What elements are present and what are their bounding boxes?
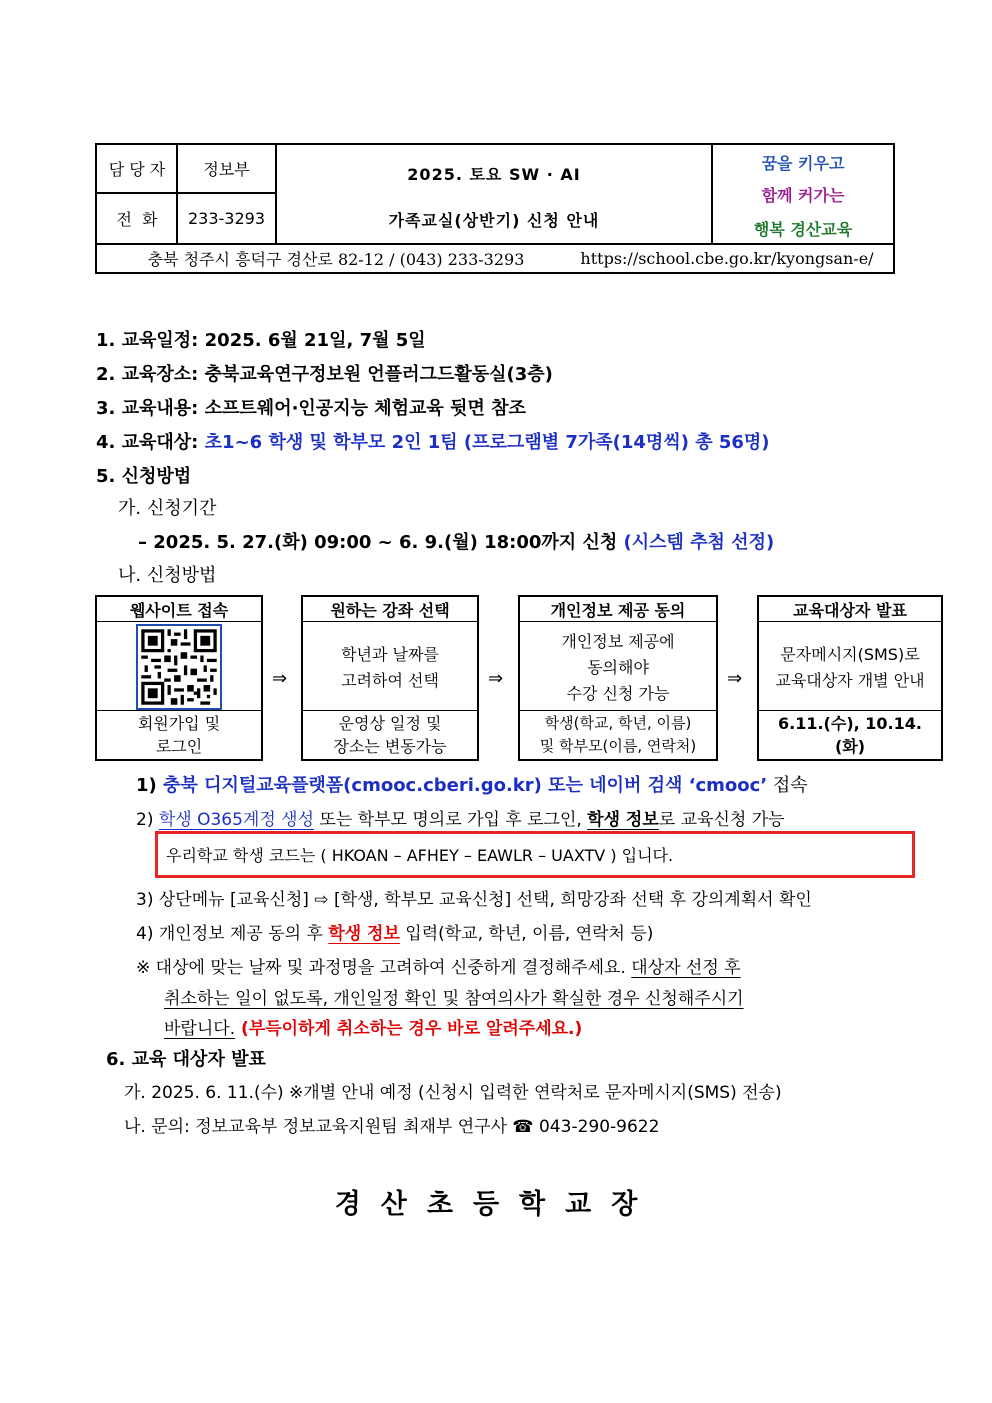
slogan-line3: 행복 경산교육 [753, 219, 853, 239]
phone-value: 233-3293 [187, 208, 266, 228]
note-text-d: 바랍니다. [164, 1019, 236, 1039]
slogan-line1: 꿈을 키우고 [761, 153, 845, 173]
note-line-2 [164, 984, 744, 1009]
contact-inquiry: 나. 문의: 정보교육부 정보교육지원팀 최재부 연구사 ☎ 043-290-9622 [124, 1117, 660, 1137]
phone-label: 전 화 [116, 209, 158, 229]
flow-step-footer: 6.11.(수), 10.14. (화) [759, 710, 941, 759]
contact-value: 정보부 [203, 160, 250, 179]
flow-step-footer: 학생(학교, 학년, 이름) 및 학부모(이름, 연락처) [520, 710, 716, 759]
step-2-account: 학생 O365계정 생성 [158, 810, 315, 830]
student-code-notice [155, 831, 915, 878]
header-table [95, 143, 895, 274]
note-text-e: (부득이하게 취소하는 경우 바로 알려주세요.) [235, 1019, 583, 1039]
step-1-num: 1) [136, 775, 164, 796]
announce-date: 가. 2025. 6. 11.(수) ※개별 안내 예정 (신청시 입력한 연락처로 문자메시지(SMS) 전송) [124, 1083, 782, 1103]
note-text-b: 대상자 선정 후 [631, 958, 741, 978]
application-period [138, 528, 774, 554]
step-2-mid: 또는 학부모 명의로 가입 후 로그인, [314, 810, 588, 830]
note-text-a: ※ 대상에 맞는 날짜 및 과정명을 고려하여 신중하게 결정해주세요. [136, 958, 632, 978]
step-3: 3) 상단메뉴 [교육신청] ⇨ [학생, 학부모 교육신청] 선택, 희망강좌 선택 후 강의계획서 확인 [136, 890, 812, 910]
step-2-num: 2) [136, 810, 159, 830]
flow-step-body: 학년과 날짜를 고려하여 선택 [341, 645, 439, 690]
item-announce: 6. 교육 대상자 발표 [106, 1049, 266, 1070]
item-target-label: 4. 교육대상: [96, 432, 205, 453]
flow-arrow-1: ⇒ [272, 668, 288, 689]
flow-step-title: 교육대상자 발표 [759, 597, 941, 622]
contact-label: 담 당 자 [108, 160, 166, 179]
step-1 [136, 771, 808, 797]
step-2-student-info: 학생 정보 [587, 810, 659, 830]
school-url[interactable]: https://school.cbe.go.kr/kyongsan-e/ [580, 249, 874, 268]
flow-step-announce [757, 595, 943, 761]
flow-step-body: 문자메시지(SMS)로 교육대상자 개별 안내 [775, 645, 925, 690]
qr-code-icon[interactable] [136, 624, 222, 710]
flow-step-footer: 회원가입 및 로그인 [97, 710, 261, 759]
flow-step-title: 웹사이트 접속 [97, 597, 261, 622]
step-1-tail: 접속 [767, 775, 808, 796]
step-4-tail: 입력(학교, 학년, 이름, 연락처 등) [399, 924, 654, 944]
item-target [96, 428, 770, 454]
flow-step-title: 개인정보 제공 동의 [520, 597, 716, 622]
school-address: 충북 청주시 흥덕구 경산로 82-12 / (043) 233-3293 [147, 250, 525, 269]
flow-arrow-2: ⇒ [488, 668, 504, 689]
sub-period-heading: 가. 신청기간 [118, 498, 217, 519]
page-title-line2: 가족교실(상반기) 신청 안내 [388, 210, 600, 230]
step-4-head: 4) 개인정보 제공 동의 후 [136, 924, 329, 944]
student-code-text: 우리학교 학생 코드는 ( HKOAN – AFHEY – EAWLR – UAXTV ) 입니다. [166, 846, 674, 865]
flow-arrow-3: ⇒ [727, 668, 743, 689]
step-4 [136, 919, 653, 944]
step-4-student-info: 학생 정보 [328, 924, 400, 944]
item-location: 2. 교육장소: 충북교육연구정보원 언플러그드활동실(3층) [96, 364, 553, 385]
flow-step-title: 원하는 강좌 선택 [303, 597, 477, 622]
note-text-c: 취소하는 일이 없도록, 개인일정 확인 및 참여의사가 확실한 경우 신청해주시기 [164, 989, 744, 1009]
flow-step-course [301, 595, 479, 761]
qr-code-container [97, 623, 261, 711]
flow-step-body: 개인정보 제공에 동의해야 수강 신청 가능 [561, 632, 675, 703]
period-note: (시스템 추첨 선정) [623, 532, 775, 553]
step-2-tail: 로 교육신청 가능 [658, 810, 785, 830]
item-schedule: 1. 교육일정: 2025. 6월 21일, 7월 5일 [96, 330, 426, 351]
note-line-1 [136, 953, 741, 978]
period-text: – 2025. 5. 27.(화) 09:00 ~ 6. 9.(월) 18:00까지 신청 [138, 532, 624, 553]
item-method: 5. 신청방법 [96, 466, 192, 487]
step-2 [136, 805, 785, 830]
sub-method-heading: 나. 신청방법 [118, 565, 217, 586]
flow-step-website [95, 595, 263, 761]
note-line-3 [164, 1014, 582, 1039]
principal-signature: 경산초등학교장 [334, 1189, 658, 1220]
slogan-line2: 함께 커가는 [761, 185, 845, 205]
page-title-line1: 2025. 토요 SW · AI [407, 164, 581, 184]
item-target-value: 초1~6 학생 및 학부모 2인 1팀 (프로그램별 7가족(14명씩) 총 56명) [204, 432, 770, 453]
flow-step-footer: 운영상 일정 및 장소는 변동가능 [303, 710, 477, 759]
flow-step-consent [518, 595, 718, 761]
item-content: 3. 교육내용: 소프트웨어·인공지능 체험교육 뒷면 참조 [96, 398, 526, 419]
step-1-link[interactable]: 충북 디지털교육플랫폼(cmooc.cberi.go.kr) 또는 네이버 검색 ‘cmooc’ [163, 775, 768, 796]
